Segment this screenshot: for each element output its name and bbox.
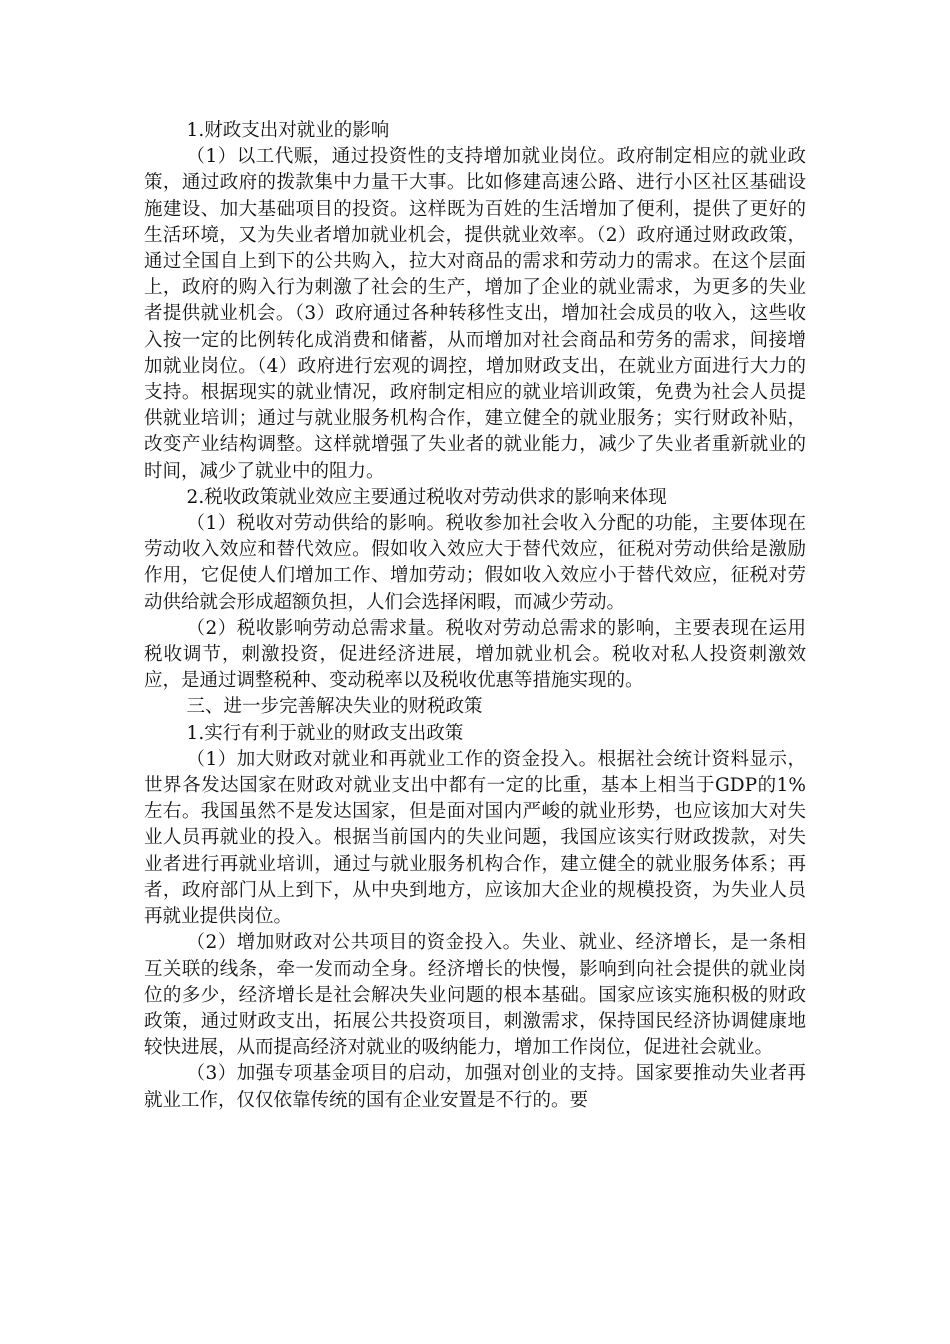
document-page [144,118,806,1114]
chapter-heading-improve-policy: 三、进一步完善解决失业的财税政策 [186,696,483,718]
paragraph-employment-funding: （1）加大财政对就业和再就业工作的资金投入。根据社会统计资料显示，世界各发达国家在财政对就业支出中都有一定的比重，基本上相当于GDP的1%左右。我国虽然不是发达国家，但是面对国内严峻的就业形势，也应该加大对失业人员再就业的投入。根据当前国内的失业问题，我国应该实行财政拨款，对失业者进行再就业培训，通过与就业服务机构合作，建立健全的就业服务体系；再者，政府部门从上到下，从中央到地方，应该加大企业的规模投资，为失业人员再就业提供岗位。 [144,748,806,928]
section-heading-fiscal-expenditure: 1.财政支出对就业的影响 [186,120,390,141]
section-heading-tax-policy: 2.税收政策就业效应主要通过税收对劳动供求的影响来体现 [186,486,667,508]
paragraph-special-funds: （3）加强专项基金项目的启动，加强对创业的支持。国家要推动失业者再就业工作，仅仅依靠传统的国有企业安置是不行的。要 [144,1063,806,1111]
paragraph-fiscal-expenditure-effects: （1）以工代赈，通过投资性的支持增加就业岗位。政府制定相应的就业政策，通过政府的拨款集中力量干大事。比如修建高速公路、进行小区社区基础设施建设、加大基础项目的投资。这样既为百姓的生活增加了便利，提供了更好的生活环境，又为失业者增加就业机会，提供就业效率。（2）政府通过财政政策，通过全国自上到下的公共购入，拉大对商品的需求和劳动力的需求。在这个层面上，政府的购入行为刺激了社会的生产，增加了企业的就业需求，为更多的失业者提供就业机会。（3）政府通过各种转移性支出，增加社会成员的收入，这些收入按一定的比例转化成消费和储蓄，从而增加对社会商品和劳务的需求，间接增加就业岗位。（4）政府进行宏观的调控，增加财政支出，在就业方面进行大力的支持。根据现实的就业情况，政府制定相应的就业培训政策，免费为社会人员提供就业培训；通过与就业服务机构合作，建立健全的就业服务；实行财政补贴，改变产业结构调整。这样就增强了失业者的就业能力，减少了失业者重新就业的时间，减少了就业中的阻力。 [144,146,806,482]
paragraph-public-projects: （2）增加财政对公共项目的资金投入。失业、就业、经济增长，是一条相互关联的线条，牵一发而动全身。经济增长的快慢，影响到向社会提供的就业岗位的多少，经济增长是社会解决失业问题的根本基础。国家应该实施积极的财政政策，通过财政支出，拓展公共投资项目，刺激需求，保持国民经济协调健康地较快进展，从而提高经济对就业的吸纳能力，增加工作岗位，促进社会就业。 [144,932,806,1059]
section-heading-expenditure-policy: 1.实行有利于就业的财政支出政策 [186,722,464,744]
paragraph-tax-labor-supply: （1）税收对劳动供给的影响。税收参加社会收入分配的功能，主要体现在劳动收入效应和替代效应。假如收入效应大于替代效应，征税对劳动供给是激励作用，它促使人们增加工作、增加劳动；假如收入效应小于替代效应，征税对劳动供给就会形成超额负担，人们会选择闲暇，而减少劳动。 [144,513,806,613]
paragraph-tax-labor-demand: （2）税收影响劳动总需求量。税收对劳动总需求的影响，主要表现在运用税收调节，刺激投资，促进经济进展，增加就业机会。税收对私人投资刺激效应，是通过调整税种、变动税率以及税收优惠等措施实现的。 [144,617,806,692]
